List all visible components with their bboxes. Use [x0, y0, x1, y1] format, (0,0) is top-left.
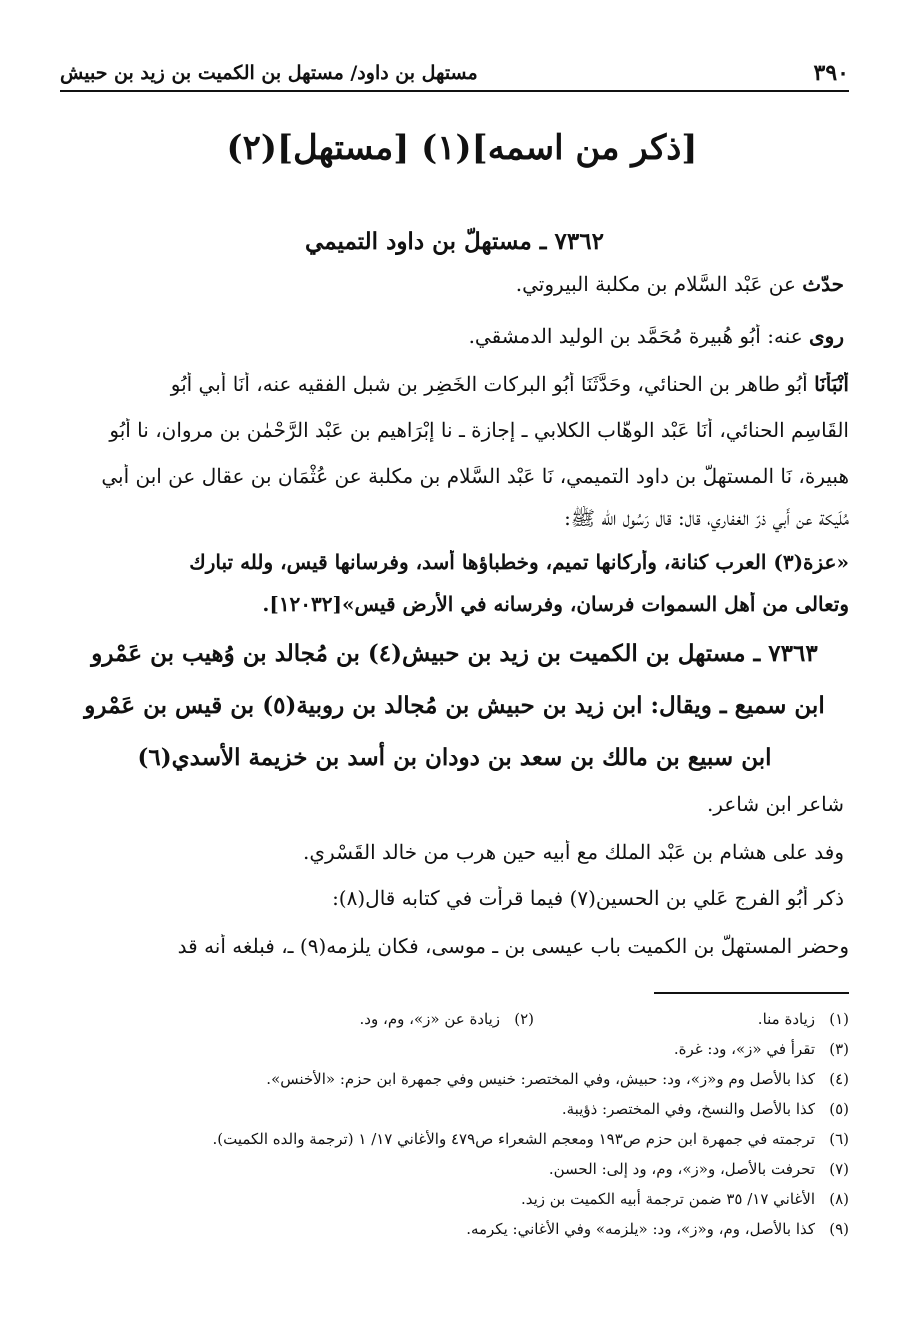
entry-7363-title: ابن سبيع بن مالك بن سعد بن دودان بن أسد بن خزيمة الأسدي(٦) [137, 744, 772, 771]
entry-7362-line [60, 464, 849, 488]
footnote [60, 1070, 849, 1088]
footnote-text: زيادة عن «ز»، وم، ود. [359, 1010, 500, 1028]
section-title: [ذكر من اسمه](١) [مستهل](٢) [226, 128, 698, 168]
line-text: هبيرة، نَا المستهلّ بن داود التميمي، نَا عَبْد السَّلام بن مكلبة عن عُثْمَان بن عقال عن ابن أَبي [101, 464, 849, 488]
running-title: مستهل بن داود/ مستهل بن الكميت بن زيد بن حبيش [60, 62, 478, 84]
entry-7363-line: وفد على هشام بن عَبْد الملك مع أبيه حين هرب من خالد القَسْري. [303, 840, 844, 864]
hadith-text [60, 592, 849, 616]
line-lead: أَنْبَأَنَا [814, 372, 849, 396]
footnote-divider [654, 992, 849, 994]
footnote [360, 1010, 534, 1028]
footnote-number: (٩) [829, 1220, 849, 1238]
line-text: مُلَيكة عن أَبي ذرّ الغفاري، قال: قال رَسُول الله ﷺ: [564, 506, 849, 530]
entry-7363-title: ابن سميع ـ ويقال: ابن زيد بن حبيش بن مُجالد بن روبية(٥) بن قيس بن عَمْرو [84, 692, 825, 719]
footnote [60, 1190, 849, 1208]
footnote-text: ترجمته في جمهرة ابن حزم ص١٩٣ ومعجم الشعراء ص٤٧٩ والأغاني ١٧/ ١ (ترجمة والده الكميت). [212, 1130, 815, 1148]
line-text: عن عَبْد السَّلام بن مكلبة البيروتي. [515, 272, 803, 296]
footnote-text: تحرفت بالأصل، و«ز»، وم، ود إلى: الحسن. [548, 1160, 815, 1178]
footnote-text: الأغاني ١٧/ ٣٥ ضمن ترجمة أبيه الكميت بن زيد. [520, 1190, 815, 1208]
entry-7362-line [60, 418, 849, 442]
entry-7363-line: شاعر ابن شاعر. [706, 792, 844, 816]
footnote [60, 1220, 849, 1238]
entry-7362-line [60, 372, 849, 396]
entry-7362-line [60, 324, 844, 348]
footnote-text: كذا بالأصل وم و«ز»، ود: حبيش، وفي المختصر: خنيس وفي جمهرة ابن حزم: «الأخنس». [266, 1070, 815, 1088]
footnote-text: تقرأ في «ز»، ود: غرة. [673, 1040, 815, 1058]
entry-7362-line [60, 506, 849, 535]
footnote-text: كذا بالأصل، وم، و«ز»، ود: «يلزمه» وفي الأغاني: يكرمه. [466, 1220, 815, 1238]
hadith-text [60, 550, 849, 574]
footnote-number: (٣) [829, 1040, 849, 1058]
footnote-number: (٤) [829, 1070, 849, 1088]
footnote [60, 1130, 849, 1148]
footnote-text: كذا بالأصل والنسخ، وفي المختصر: ذؤيبة. [561, 1100, 815, 1118]
footnote [60, 1040, 849, 1058]
footnote-number: (٢) [514, 1010, 534, 1028]
footnote-text: زيادة منا. [757, 1010, 815, 1028]
page-number: ٣٩٠ [813, 60, 849, 86]
footnote-number: (٧) [829, 1160, 849, 1178]
entry-7363-line: وحضر المستهلّ بن الكميت باب عيسى بن ـ موسى، فكان يلزمه(٩) ـ، فبلغه أنه قد [177, 934, 849, 958]
line-text: عنه: أَبُو هُبيرة مُحَمَّد بن الوليد الدمشقي. [468, 324, 810, 348]
footnote-number: (٥) [829, 1100, 849, 1118]
line-lead: روى [809, 324, 844, 348]
entry-7362-line [60, 272, 844, 296]
entry-7362-title: ٧٣٦٢ ـ مستهلّ بن داود التميمي [305, 228, 604, 255]
entry-7363-line: ذكر أَبُو الفرج عَلي بن الحسين(٧) فيما قرأت في كتابه قال(٨): [332, 886, 844, 910]
entry-7363-title: ٧٣٦٣ ـ مستهل بن الكميت بن زيد بن حبيش(٤) بن مُجالد بن وُهيب بن عَمْرو [91, 640, 818, 667]
footnote-number: (٦) [829, 1130, 849, 1148]
footnote-number: (٨) [829, 1190, 849, 1208]
footnote-number: (١) [829, 1010, 849, 1028]
line-text: وتعالى من أهل السموات فرسان، وفرسانه في الأرض قيس»[١٢٠٣٢]. [262, 592, 849, 616]
footnote [60, 1160, 849, 1178]
footnote [758, 1010, 849, 1028]
line-lead: حدّث [802, 272, 844, 296]
footnote [60, 1100, 849, 1118]
page-header [60, 56, 849, 92]
line-text: «عزة(٣) العرب كنانة، وأركانها تميم، وخطباؤها أسد، وفرسانها قيس، ولله تبارك [189, 550, 849, 574]
line-text: أَبُو طاهر بن الحنائي، وحَدَّثَنَا أَبُو البركات الخَضِر بن شبل الفقيه عنه، أَنَا أَبي أَبُو [170, 372, 815, 396]
line-text: القَاسِم الحنائي، أَنَا عَبْد الوهّاب الكلابي ـ إجازة ـ نا إِبْرَاهيم بن عَبْد الرَّحْمٰن بن مروان، نا أَبُو [109, 418, 849, 442]
